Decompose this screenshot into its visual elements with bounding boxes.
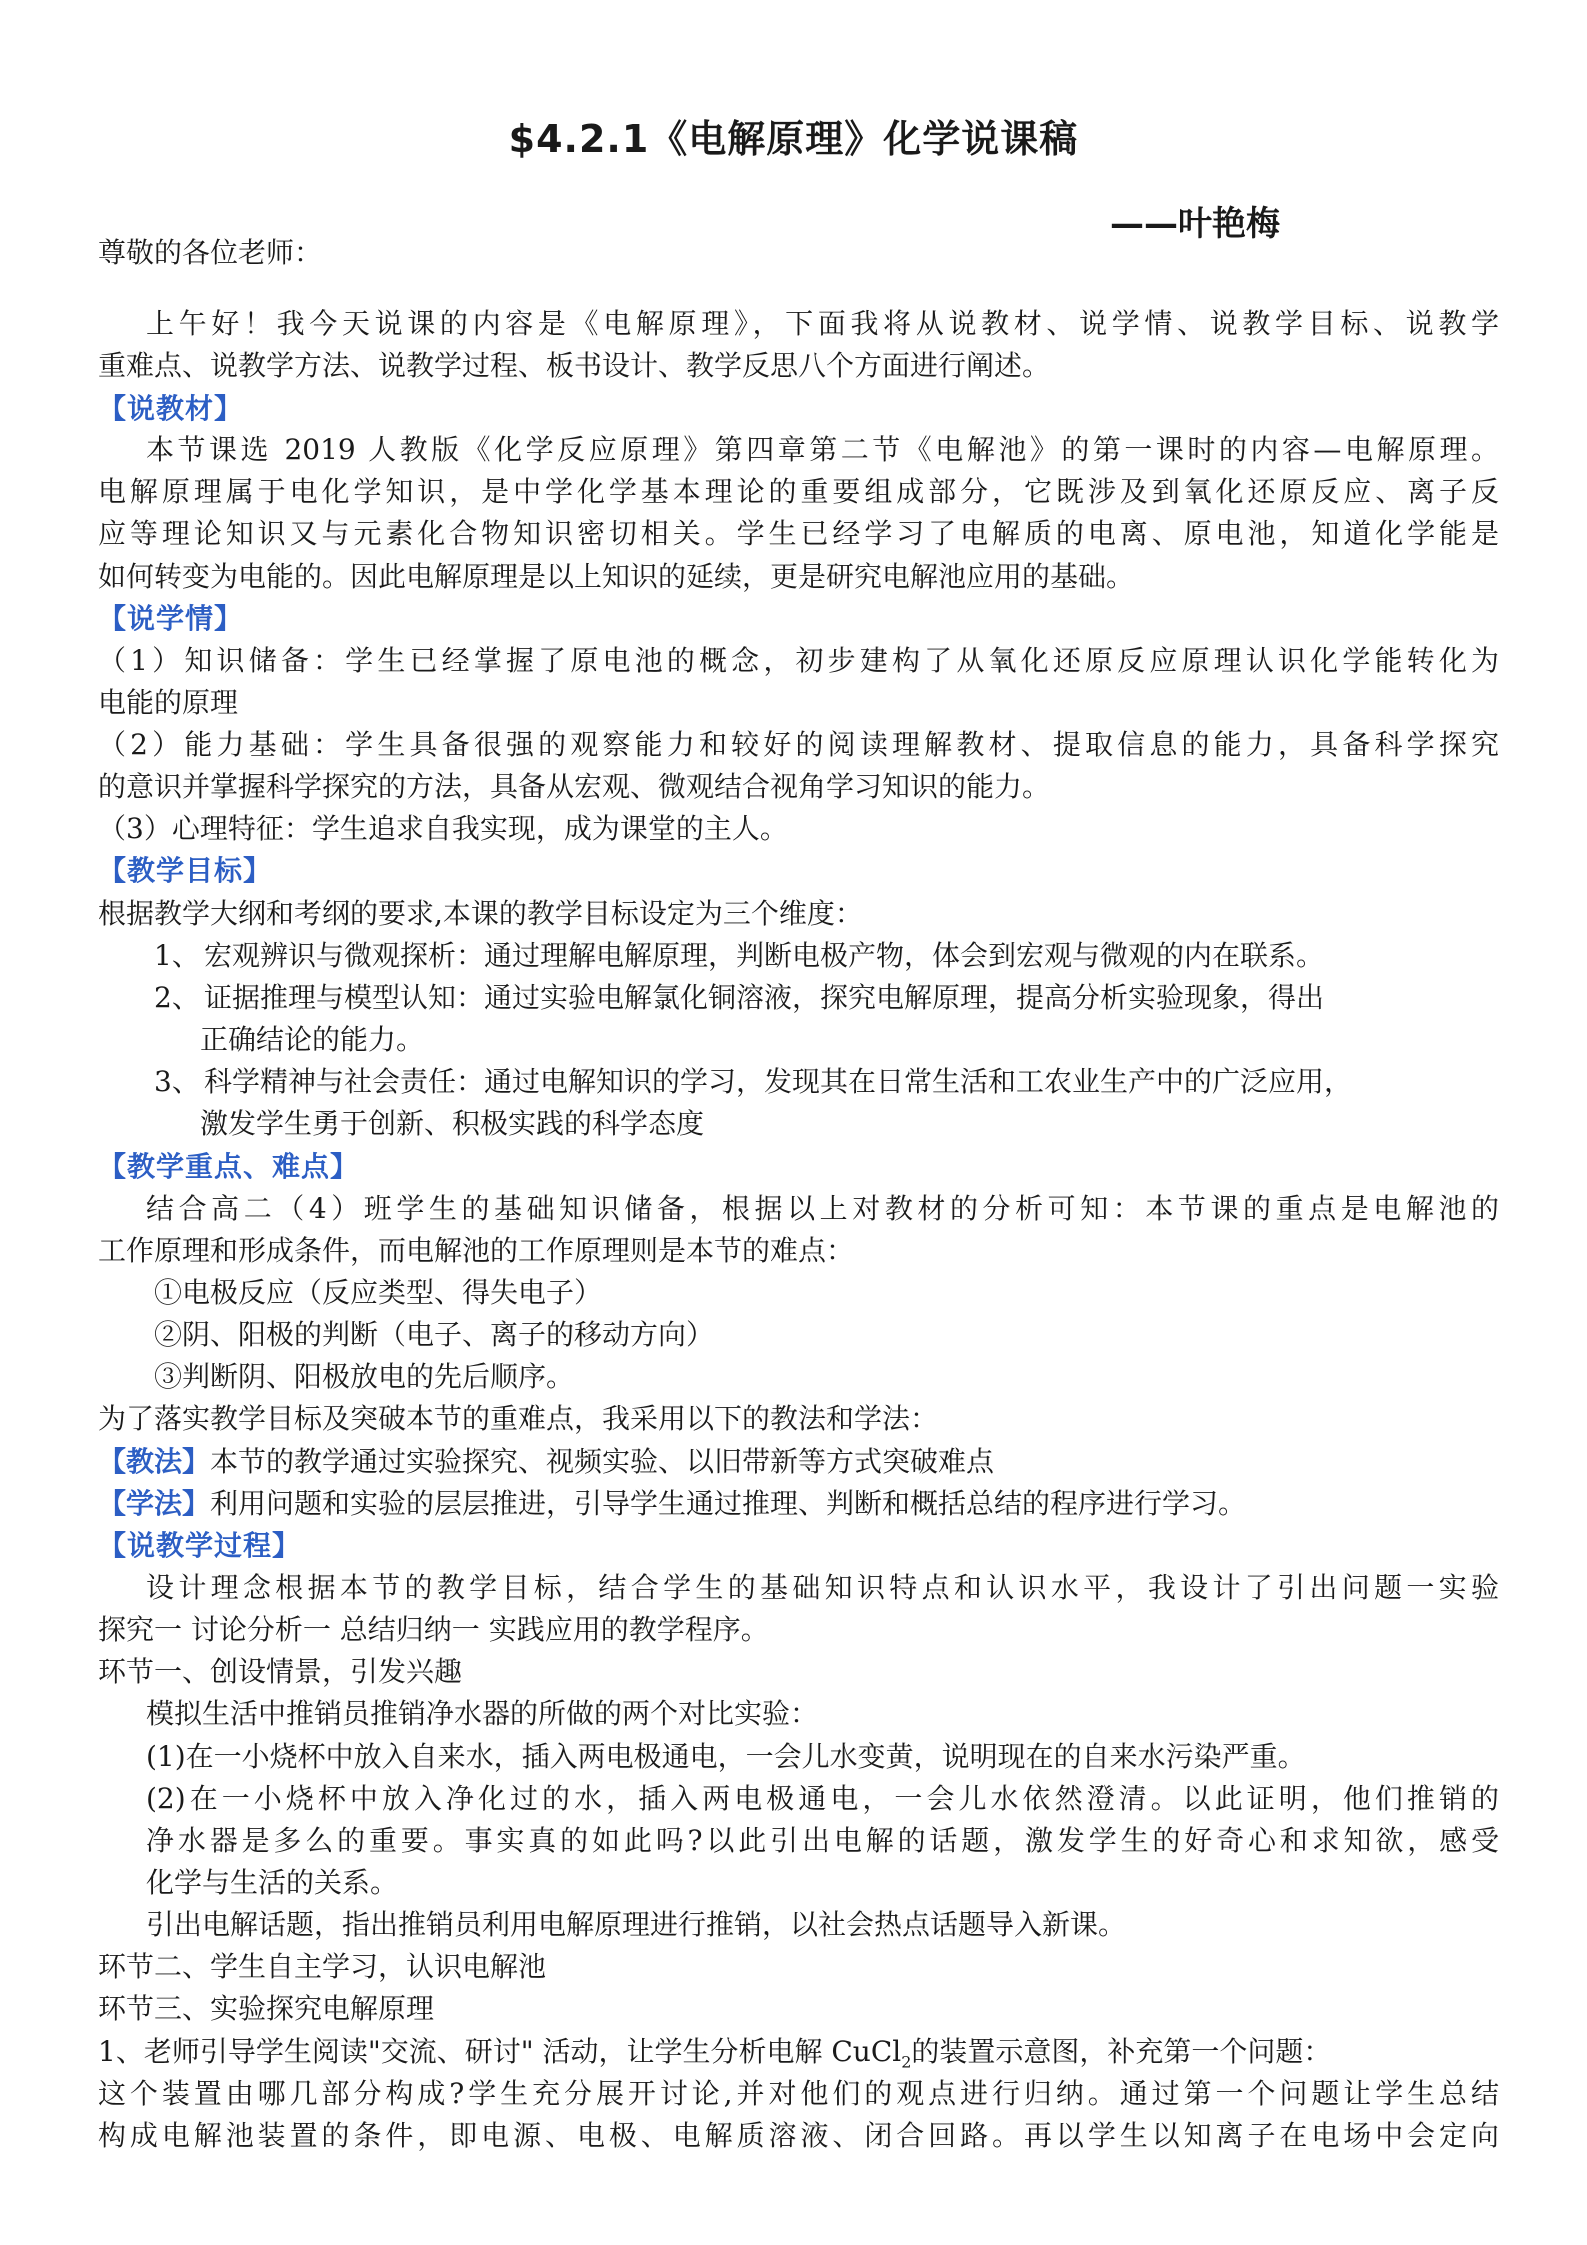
experiment-item: (1)在一小烧杯中放入自来水，插入两电极通电，一会儿水变黄，说明现在的自来水污染严重。 bbox=[146, 1740, 1306, 1773]
subscript: 2 bbox=[901, 2052, 912, 2072]
paragraph-line: 模拟生活中推销员推销净水器的所做的两个对比实验： bbox=[146, 1697, 819, 1730]
experiment-item: (2)在一小烧杯中放入净化过的水，插入两电极通电，一会儿水依然澄清。以此证明，他们推销的 bbox=[146, 1782, 1499, 1815]
teaching-method-tag: 【教法】 bbox=[98, 1445, 211, 1478]
goal-text: 科学精神与社会责任：通过电解知识的学习，发现其在日常生活和工农业生产中的广泛应用， bbox=[204, 1065, 1353, 1098]
paragraph-line: 结合高二（4）班学生的基础知识储备，根据以上对教材的分析可知：本节课的重点是电解池的 bbox=[146, 1192, 1499, 1225]
teaching-method-text: 本节的教学通过实验探究、视频实验、以旧带新等方式突破难点 bbox=[210, 1445, 995, 1478]
keypoint-item: ①电极反应（反应类型、得失电子） bbox=[154, 1276, 603, 1309]
keypoint-item: ③判断阴、阳极放电的先后顺序。 bbox=[154, 1360, 575, 1393]
goal-item bbox=[154, 1061, 1587, 1103]
paragraph-line: 工作原理和形成条件，而电解池的工作原理则是本节的难点： bbox=[98, 1234, 855, 1267]
document-title: $4.2.1《电解原理》化学说课稿 bbox=[508, 117, 1079, 161]
learning-method-tag: 【学法】 bbox=[98, 1487, 211, 1520]
goal-item bbox=[154, 935, 1587, 977]
goal-text: 宏观辨识与微观探析：通过理解电解原理，判断电极产物，体会到宏观与微观的内在联系。 bbox=[204, 939, 1325, 972]
paragraph-line: （3）心理特征：学生追求自我实现，成为课堂的主人。 bbox=[98, 812, 788, 845]
intro-line: 重难点、说教学方法、说教学过程、板书设计、教学反思八个方面进行阐述。 bbox=[98, 349, 1051, 382]
paragraph-line: 本节课选 2019 人教版《化学反应原理》第四章第二节《电解池》的第一课时的内容—电解原理。 bbox=[146, 433, 1499, 466]
experiment-item: 净水器是多么的重要。事实真的如此吗?以此引出电解的话题，激发学生的好奇心和求知欲，感受 bbox=[146, 1824, 1499, 1857]
goal-number: 3、 bbox=[154, 1065, 200, 1098]
paragraph-line: 应等理论知识又与元素化合物知识密切相关。学生已经学习了电解质的电离、原电池，知道化学能是 bbox=[98, 517, 1499, 550]
step-title: 环节一、创设情景，引发兴趣 bbox=[98, 1655, 463, 1688]
teaching-method bbox=[98, 1441, 1587, 1483]
section-heading-students: 【说学情】 bbox=[98, 602, 244, 635]
paragraph-line: 如何转变为电能的。因此电解原理是以上知识的延续，更是研究电解池应用的基础。 bbox=[98, 560, 1135, 593]
paragraph-line: 构成电解池装置的条件，即电源、电极、电解质溶液、闭合回路。再以学生以知离子在电场中会定向 bbox=[98, 2119, 1499, 2152]
paragraph-line: （2）能力基础：学生具备很强的观察能力和较好的阅读理解教材、提取信息的能力，具备科学探究 bbox=[98, 728, 1499, 761]
paragraph-line: 的意识并掌握科学探究的方法，具备从宏观、微观结合视角学习知识的能力。 bbox=[98, 770, 1051, 803]
paragraph-line: （1）知识储备：学生已经掌握了原电池的概念，初步建构了从氧化还原反应原理认识化学能转化为 bbox=[98, 644, 1499, 677]
section-heading-textbook: 【说教材】 bbox=[98, 392, 244, 425]
paragraph-line: 设计理念根据本节的教学目标，结合学生的基础知识特点和认识水平，我设计了引出问题一实验 bbox=[146, 1571, 1499, 1604]
paragraph-line: 引出电解话题，指出推销员利用电解原理进行推销，以社会热点话题导入新课。 bbox=[146, 1908, 1127, 1941]
paragraph-line: 探究一 讨论分析一 总结归纳一 实践应用的教学程序。 bbox=[98, 1613, 769, 1646]
paragraph-line: 电能的原理 bbox=[98, 686, 239, 719]
learning-method-text: 利用问题和实验的层层推进，引导学生通过推理、判断和概括总结的程序进行学习。 bbox=[210, 1487, 1247, 1520]
text-fragment: 的装置示意图，补充第一个问题： bbox=[911, 2035, 1332, 2068]
goal-number: 1、 bbox=[154, 939, 200, 972]
paragraph-line bbox=[98, 2031, 1587, 2073]
author-name: ——叶艳梅 bbox=[1110, 204, 1280, 244]
goal-number: 2、 bbox=[154, 981, 200, 1014]
goal-item bbox=[154, 977, 1587, 1019]
experiment-item: 化学与生活的关系。 bbox=[146, 1866, 399, 1899]
keypoint-item: ②阴、阳极的判断（电子、离子的移动方向） bbox=[154, 1318, 715, 1351]
paragraph-line: 电解原理属于电化学知识，是中学化学基本理论的重要组成部分，它既涉及到氧化还原反应、离子反 bbox=[98, 475, 1499, 508]
intro-line: 上午好！我今天说课的内容是《电解原理》，下面我将从说教材、说学情、说教学目标、说教学 bbox=[146, 307, 1499, 340]
paragraph-line: 为了落实教学目标及突破本节的重难点，我采用以下的教法和学法： bbox=[98, 1402, 939, 1435]
goal-text-continued: 正确结论的能力。 bbox=[200, 1023, 425, 1056]
paragraph-line: 这个装置由哪几部分构成?学生充分展开讨论,并对他们的观点进行归纳。通过第一个问题让学生总结 bbox=[98, 2077, 1499, 2110]
section-heading-process: 【说教学过程】 bbox=[98, 1529, 302, 1562]
step-title: 环节二、学生自主学习，认识电解池 bbox=[98, 1950, 547, 1983]
goal-text-continued: 激发学生勇于创新、积极实践的科学态度 bbox=[200, 1107, 705, 1140]
learning-method bbox=[98, 1483, 1587, 1525]
step-title: 环节三、实验探究电解原理 bbox=[98, 1992, 435, 2025]
goals-lead: 根据教学大纲和考纲的要求,本课的教学目标设定为三个维度： bbox=[98, 897, 863, 930]
greeting: 尊敬的各位老师： bbox=[98, 236, 323, 269]
section-heading-keypoints: 【教学重点、难点】 bbox=[98, 1150, 360, 1183]
section-heading-goals: 【教学目标】 bbox=[98, 854, 273, 887]
text-fragment: 1、老师引导学生阅读"交流、研讨" 活动，让学生分析电解 CuCl bbox=[98, 2035, 902, 2068]
goal-text: 证据推理与模型认知：通过实验电解氯化铜溶液，探究电解原理，提高分析实验现象，得出 bbox=[204, 981, 1325, 1014]
